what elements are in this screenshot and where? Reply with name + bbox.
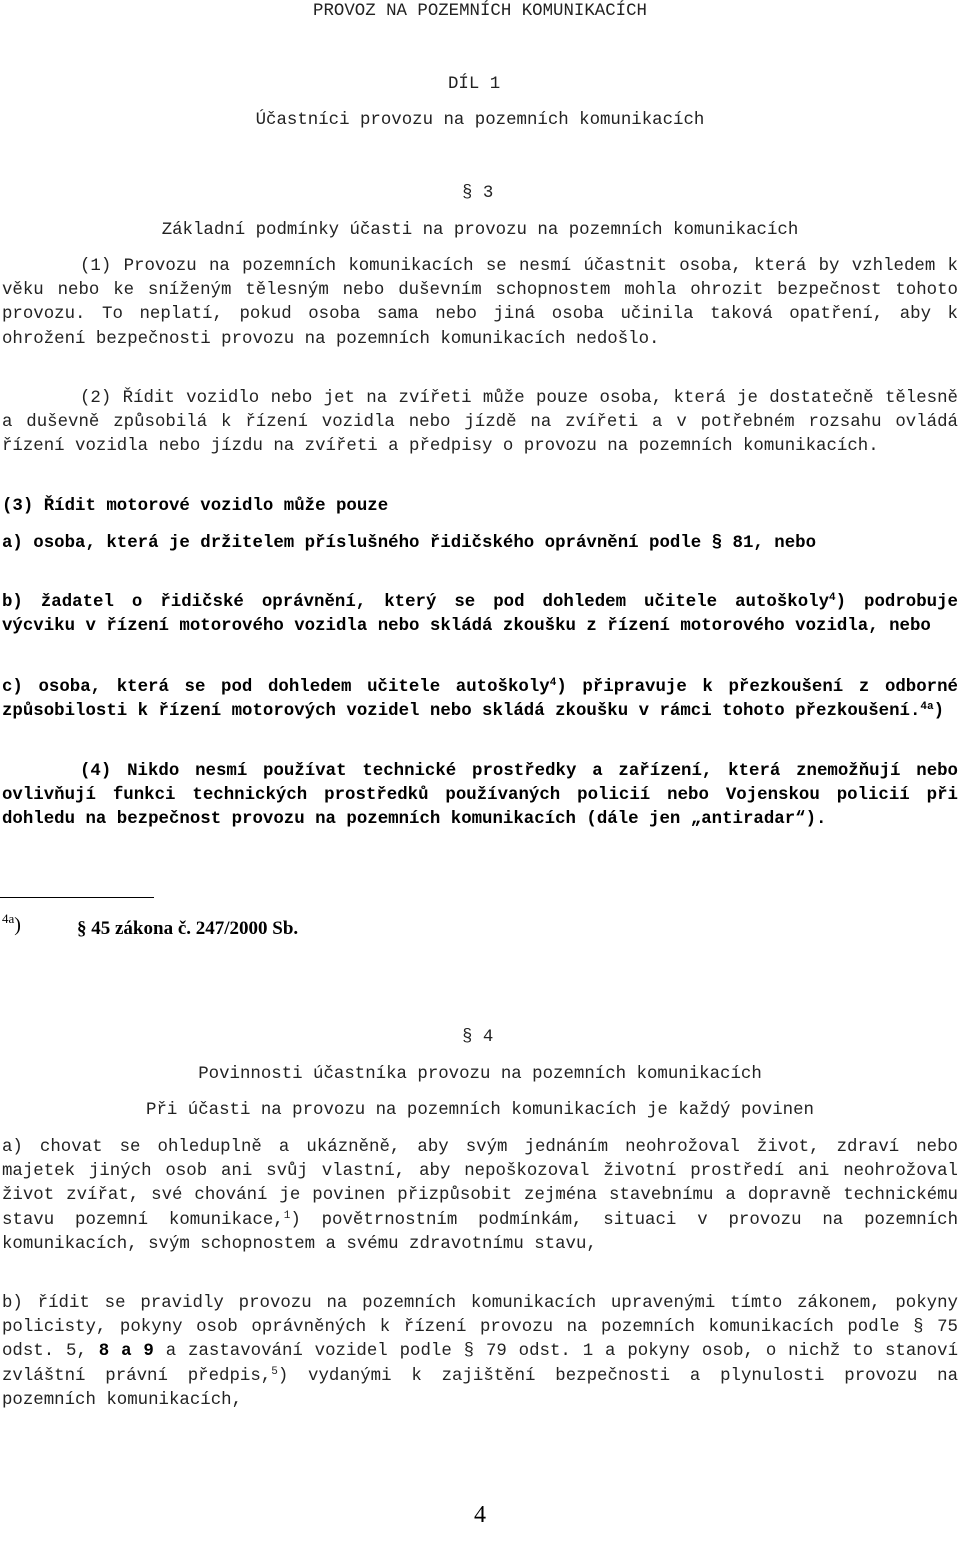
section-3-item-b [2,591,958,639]
section-3-paragraph-1: (1) Provozu na pozemních komunikacích se nesmí účastnit osoba, která by vzhledem k věku nebo ke sníženým tělesným nebo duševním schopnostem mohla ohrozit bezpečnost tohoto provozu. To neplatí, pokud osoba sama nebo jiná osoba učinila taková opatření, aby k ohrožení bezpečnosti provozu na pozemních komunikacích nedošlo. [2,257,958,349]
item-c-text-1: c) osoba, která se pod dohledem učitele autoškoly [2,678,550,697]
footnote-paren: ) [14,914,21,936]
footnote-ref-5: 5 [271,1365,278,1378]
s4-item-b-text-3: ) vydanými k zajištění bezpečnosti a plynulosti provozu na pozemních komunikacích, [2,1366,959,1410]
s4-item-b-text-2: a zastavování vozidel podle § 79 odst. 1 a pokyny osob, o nichž to stanoví zvláštní právní předpis, [2,1342,958,1386]
footnote-divider [0,897,154,898]
footnote-ref-1: 1 [283,1209,291,1222]
part-title: Účastníci provozu na pozemních komunikacích [255,111,705,130]
section-3-item-a: a) osoba, která je držitelem příslušného řidičského oprávnění podle § 81, nebo [2,534,817,553]
page-header: PROVOZ NA POZEMNÍCH KOMUNIKACÍCH [313,2,647,21]
section-3-number: § 3 [462,184,494,203]
section-4-item-b [2,1292,958,1413]
section-3-title: Základní podmínky účasti na provozu na pozemních komunikacích [161,221,799,240]
item-c-text-3: ) [933,702,945,722]
footnote-ref-4: 4 [549,677,557,689]
footnote-mark: 4a [2,911,15,926]
footnote-ref-4a: 4a [920,701,934,714]
page-number: 4 [474,1502,486,1528]
s4-item-b-bold: 8 a 9 [98,1342,154,1362]
part-label: DÍL 1 [448,75,501,94]
item-b-text-1: b) žadatel o řidičské oprávnění, který se pod dohledem učitele autoškoly [2,593,830,612]
footnote-text: § 45 zákona č. 247/2000 Sb. [77,918,299,939]
section-4-title: Povinnosti účastníka provozu na pozemních komunikacích [198,1065,762,1084]
section-4-number: § 4 [462,1028,494,1047]
footnote-ref-4: 4 [829,592,836,604]
section-4-item-a [2,1136,958,1257]
item-c-text-2: ) připravuje k přezkoušení z odborné způsobilosti k řízení motorových vozidel nebo skládá zkoušku v rámci tohoto přezkoušení. [2,678,958,722]
section-3-item-c [2,676,958,724]
section-4-intro: Při účasti na provozu na pozemních komunikacích je každý povinen [146,1101,814,1120]
s4-item-b-text-1: b) řídit se pravidly provozu na pozemních komunikacích upravenými tímto zákonem, pokyny policisty, pokyny osob oprávněných k řízení provozu na pozemních komunikacích podle § 75 odst. 5, [2,1294,958,1362]
s4-item-a-text-1: a) chovat se ohleduplně a ukázněně, aby svým jednáním neohrožoval život, zdraví nebo majetek jiných osob ani svůj vlastní, aby nepoškozoval životní prostředí ani neohrožoval život zvířat, své chování je povinen přizpůsobit zejména stavebnímu a dopravně technickému stavu pozemní komunikace, [2,1138,958,1230]
s4-item-a-text-2: ) povětrnostním podmínkám, situaci v provozu na pozemních komunikacích, svým schopnostem a svému zdravotnímu stavu, [2,1210,959,1254]
section-3-paragraph-2: (2) Řídit vozidlo nebo jet na zvířeti může pouze osoba, která je dostatečně tělesně a duševně způsobilá k řízení vozidla nebo jízdě na zvířeti a v potřebném rozsahu ovládá řízení vozidla nebo jízdu na zvířeti a předpisy o provozu na pozemních komunikacích. [2,389,958,457]
section-3-paragraph-3: (3) Řídit motorové vozidlo může pouze [2,497,389,516]
item-b-text-2: ) podrobuje výcviku v řízení motorového vozidla nebo skládá zkoušku z řízení motorového vozidla, nebo [2,593,958,637]
section-3-paragraph-4: (4) Nikdo nesmí používat technické prostředky a zařízení, která znemožňují nebo ovlivňují funkci technických prostředků používaných policií nebo Vojenskou policií při dohledu na bezpečnost provozu na pozemních komunikacích (dále jen „antiradar“). [2,762,958,830]
footnote [2,910,299,941]
